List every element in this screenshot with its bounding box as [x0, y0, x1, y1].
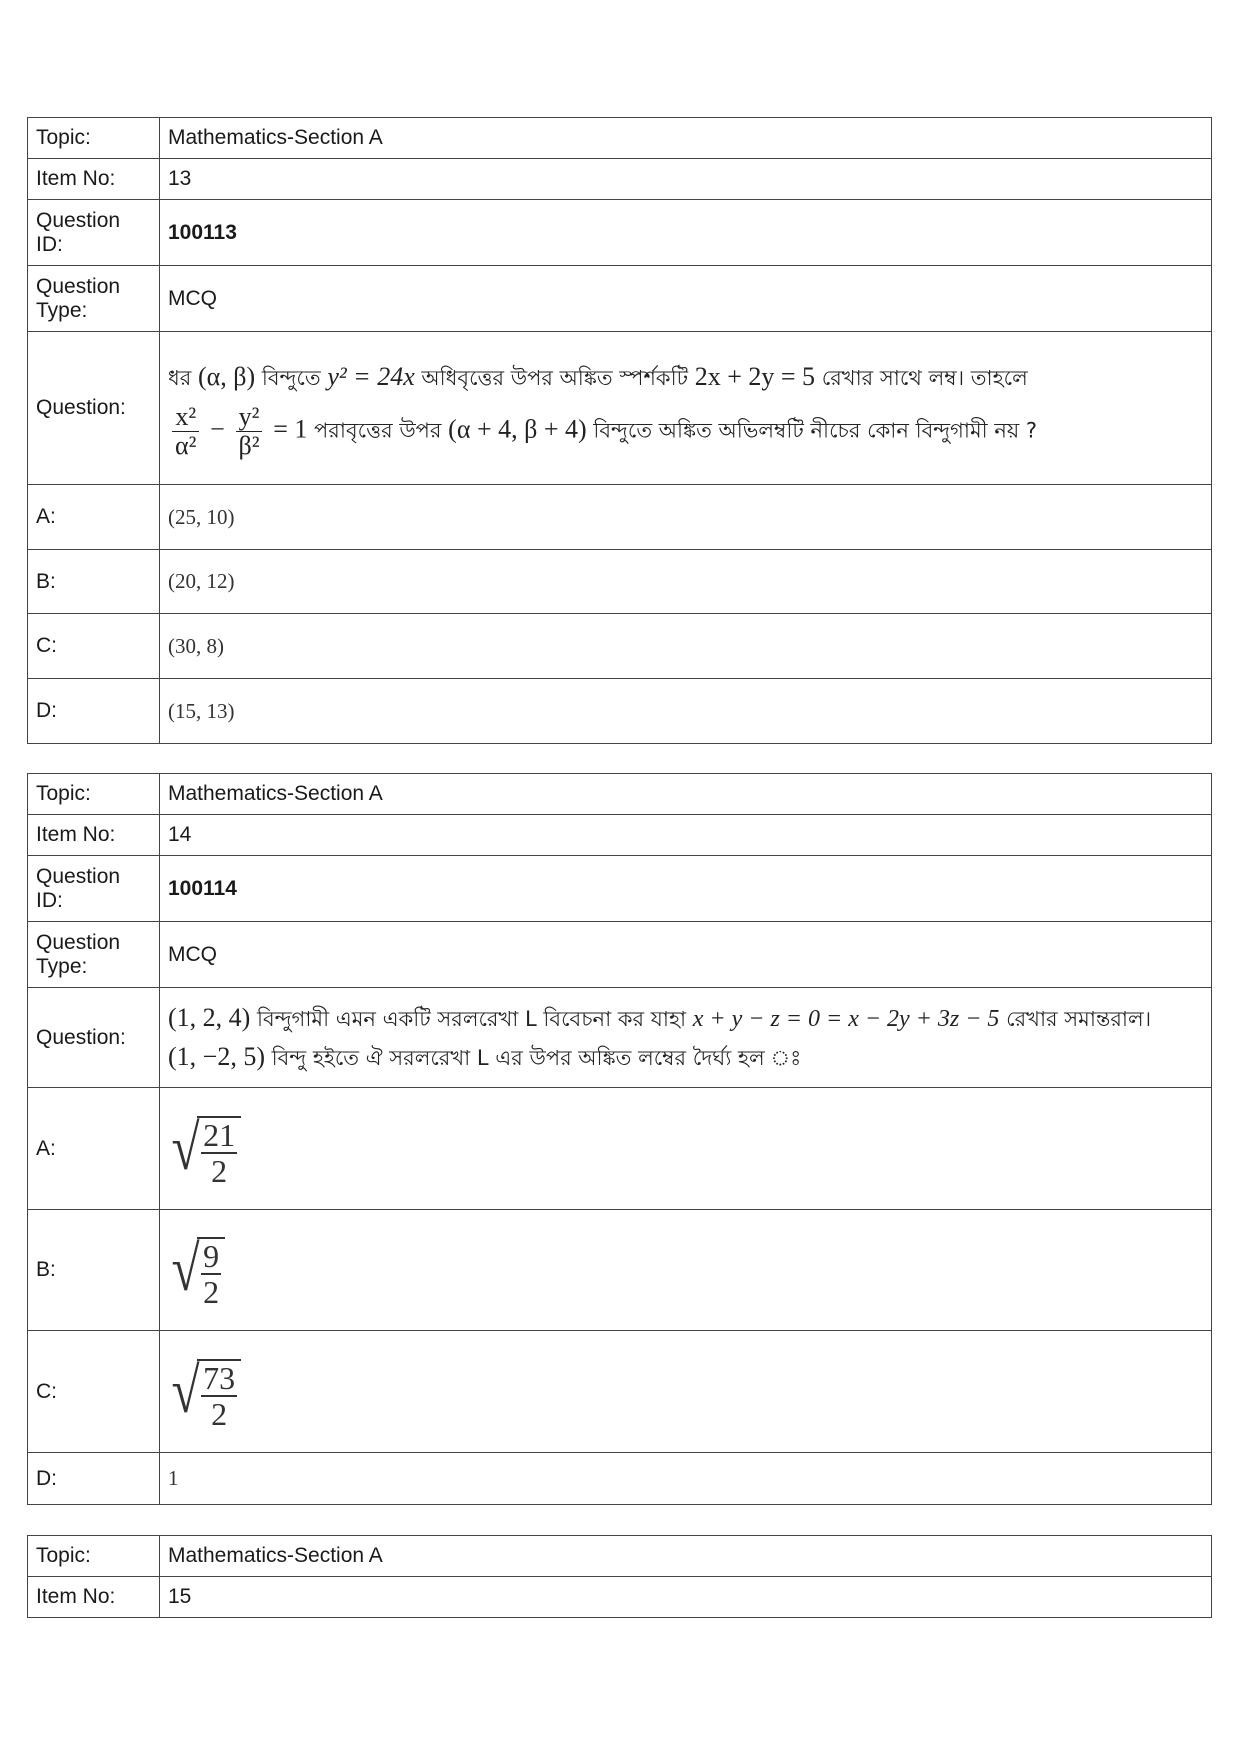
q-text-part: বিন্দুগামী এমন একটি সরলরেখা L বিবেচনা কর যাহা — [257, 1006, 687, 1031]
item-no-label: Item No: — [28, 1577, 160, 1618]
q-text-part: পরাবৃত্তের উপর — [314, 418, 442, 443]
question-type-label: Question Type: — [28, 922, 160, 988]
option-c-label: C: — [28, 614, 160, 679]
option-a-value[interactable]: (25, 10) — [160, 485, 1212, 550]
q-math-point: (α, β) — [198, 362, 256, 391]
question-type-value: MCQ — [160, 922, 1212, 988]
sqrt-expression: √ $\frac{9}{2}$ — [168, 1231, 225, 1309]
option-a-value[interactable] — [160, 1088, 1212, 1210]
option-b-value[interactable] — [160, 1210, 1212, 1331]
q-text-part: বিন্দুতে — [261, 366, 321, 390]
question-type-label: Question Type: — [28, 266, 160, 332]
q-math-point: (1, −2, 5) — [168, 1041, 265, 1071]
q-equals-one: = 1 — [273, 414, 308, 444]
question-id-label: Question ID: — [28, 200, 160, 266]
q-text-part: রেখার সাথে লম্ব। তাহলে — [821, 366, 1028, 390]
topic-label: Topic: — [28, 118, 160, 159]
item-no-label: Item No: — [28, 815, 160, 856]
question-text — [160, 332, 1212, 485]
option-b-label: B: — [28, 1210, 160, 1331]
topic-label: Topic: — [28, 774, 160, 815]
question-text — [160, 988, 1212, 1088]
option-a-label: A: — [28, 485, 160, 550]
topic-value: Mathematics-Section A — [160, 774, 1212, 815]
sqrt-expression: √ $\frac{73}{2}$ — [168, 1353, 241, 1431]
question-label: Question: — [28, 988, 160, 1088]
option-c-value[interactable]: (30, 8) — [160, 614, 1212, 679]
option-b-label: B: — [28, 550, 160, 614]
option-d-label: D: — [28, 1453, 160, 1505]
option-d-value[interactable]: (15, 13) — [160, 679, 1212, 744]
q-minus: − — [210, 414, 225, 444]
q-math-planes: x + y − z = 0 = x − 2y + 3z − 5 — [692, 1005, 1000, 1032]
q-math-line: 2x + 2y = 5 — [694, 362, 816, 391]
topic-value: Mathematics-Section A — [160, 118, 1212, 159]
question-13-table — [27, 117, 1212, 744]
option-d-label: D: — [28, 679, 160, 744]
frac-x-alpha: $\frac{\text{x²}}{\text{α²}}$ — [172, 403, 199, 460]
option-c-value[interactable] — [160, 1331, 1212, 1453]
question-id-value: 100114 — [160, 856, 1212, 922]
q-text-part: অধিবৃত্তের উপর অঙ্কিত স্পর্শকটি — [421, 366, 689, 390]
q-math-parabola: y² = 24x — [327, 362, 415, 391]
question-id-value: 100113 — [160, 200, 1212, 266]
question-15-table — [27, 1535, 1212, 1618]
q-math-point: (1, 2, 4) — [168, 1002, 251, 1032]
q-math-point: (α + 4, β + 4) — [448, 414, 587, 444]
question-type-value: MCQ — [160, 266, 1212, 332]
sqrt-expression: √ $\frac{21}{2}$ — [168, 1110, 241, 1188]
question-14-table — [27, 773, 1212, 1505]
item-no-label: Item No: — [28, 159, 160, 200]
item-no-value: 13 — [160, 159, 1212, 200]
frac-y-beta: $\frac{\text{y²}}{\text{β²}}$ — [235, 403, 262, 460]
question-label: Question: — [28, 332, 160, 485]
option-b-value[interactable]: (20, 12) — [160, 550, 1212, 614]
topic-label: Topic: — [28, 1536, 160, 1577]
item-no-value: 15 — [160, 1577, 1212, 1618]
q-text-part: রেখার সমান্তরাল। — [1006, 1006, 1152, 1031]
q-text-part: বিন্দুতে অঙ্কিত অভিলম্বটি নীচের কোন বিন্দুগামী নয় ? — [593, 418, 1038, 443]
question-id-label: Question ID: — [28, 856, 160, 922]
item-no-value: 14 — [160, 815, 1212, 856]
topic-value: Mathematics-Section A — [160, 1536, 1212, 1577]
q-text-part: ধর — [168, 366, 192, 390]
option-c-label: C: — [28, 1331, 160, 1453]
option-d-value[interactable]: 1 — [160, 1453, 1212, 1505]
option-a-label: A: — [28, 1088, 160, 1210]
q-text-part: বিন্দু হইতে ঐ সরলরেখা L এর উপর অঙ্কিত লম্বের দৈর্ঘ্য হল ঃ — [271, 1045, 802, 1070]
